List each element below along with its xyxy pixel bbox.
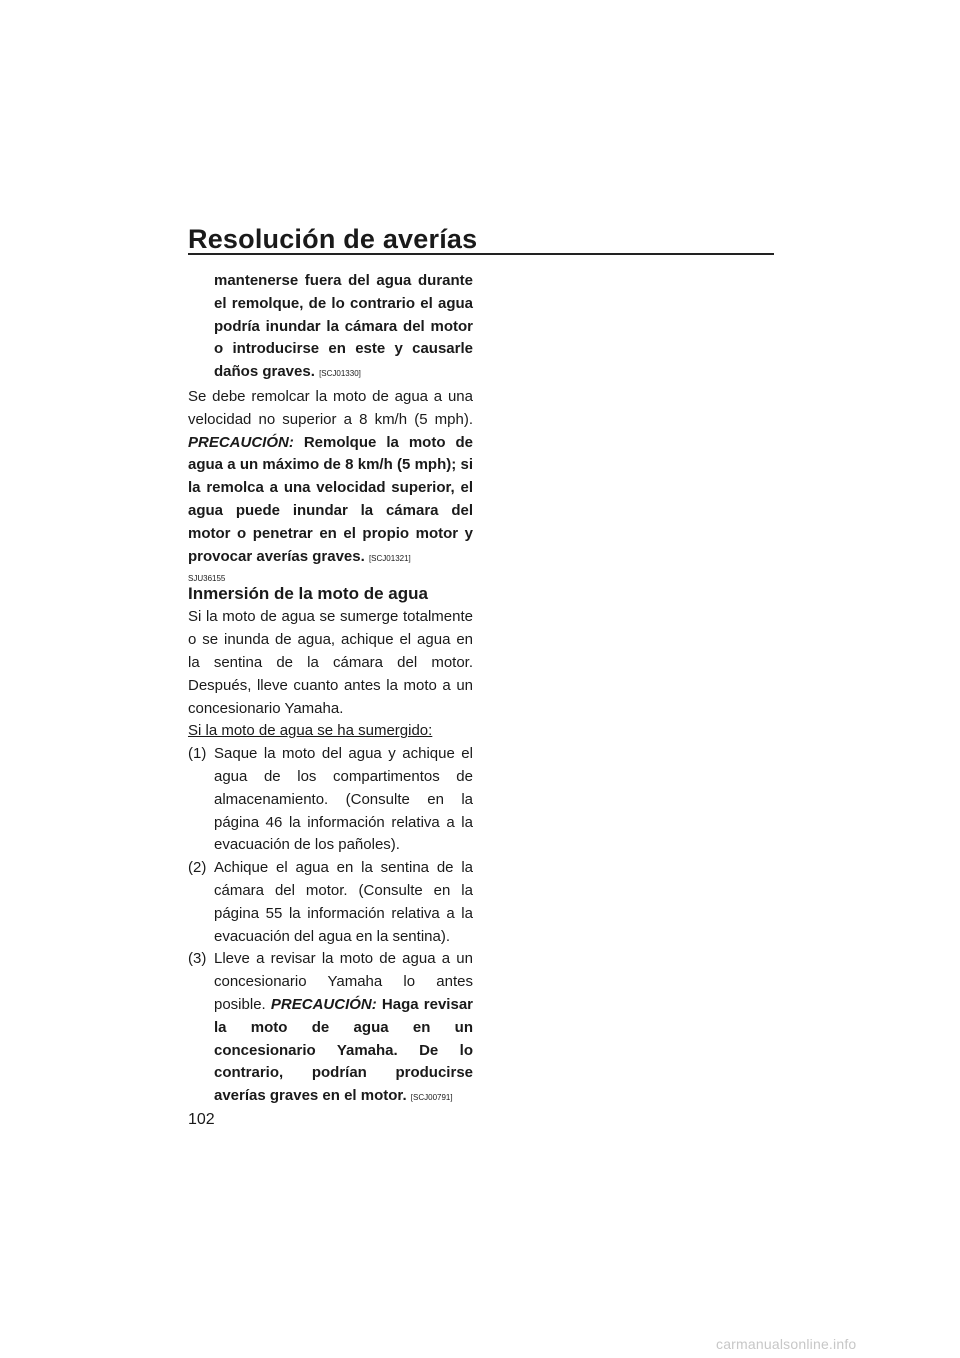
caution-text: Haga revisar la moto de agua en un concesionario Yamaha. De lo contrario, podrían producirse averías graves en el motor. [214,995,473,1105]
list-item [188,857,473,948]
caution-code: [SCJ00791] [410,1093,453,1103]
section-subheading: Si la moto de agua se ha sumergido: [188,722,433,740]
list-item-number: (2) [188,859,207,877]
continued-warning-text: mantenerse fuera del agua durante el remolque, de lo contrario el agua podría inundar la cámara del motor o introducirse en este y causarle daños graves. [214,272,473,381]
list-item [188,743,473,857]
list-item-text: Achique el agua en la sentina de la cámara del motor. (Consulte en la página 55 la información relativa a la evacuación del agua en la sentina). [214,859,473,945]
caution-label: PRECAUCIÓN: [270,995,377,1013]
continued-warning [188,270,473,386]
page-number: 102 [188,1111,215,1128]
list-item-text: Saque la moto del agua y achique el agua de los compartimentos de almacenamiento. (Consulte en la página 46 la información relativa a la evacuación de los pañoles). [214,745,473,854]
list-item-number: (3) [188,950,207,968]
text-column [188,270,473,1110]
page-title: Resolución de averías [188,224,478,254]
warning-code: [SCJ01330] [319,369,361,379]
list-item [188,948,473,1110]
towing-paragraph [188,386,473,570]
caution-text: Remolque la moto de agua a un máximo de 8 km/h (5 mph); si la remolca a una velocidad superior, el agua puede inundar la cámara del motor o penetrar en el propio motor y provocar averías graves. [188,433,474,565]
list-item-number: (1) [188,745,207,763]
section-code: SJU36155 [188,574,226,584]
watermark: carmanualsonline.info [716,1336,857,1352]
list-item-text: Lleve a revisar la moto de agua a un concesionario Yamaha lo antes posible. [214,950,473,1013]
title-rule [188,253,774,255]
section-title: Inmersión de la moto de agua [188,584,428,604]
caution-code: [SCJ01321] [368,553,411,563]
section-intro: Si la moto de agua se sumerge totalmente o se inunda de agua, achique el agua en la sentina de la cámara del motor. Después, lleve cuanto antes la moto a un concesionario Yamaha. [188,608,473,717]
towing-text: Se debe remolcar la moto de agua a una velocidad no superior a 8 km/h (5 mph). [188,387,473,428]
caution-label: PRECAUCIÓN: [188,433,294,451]
